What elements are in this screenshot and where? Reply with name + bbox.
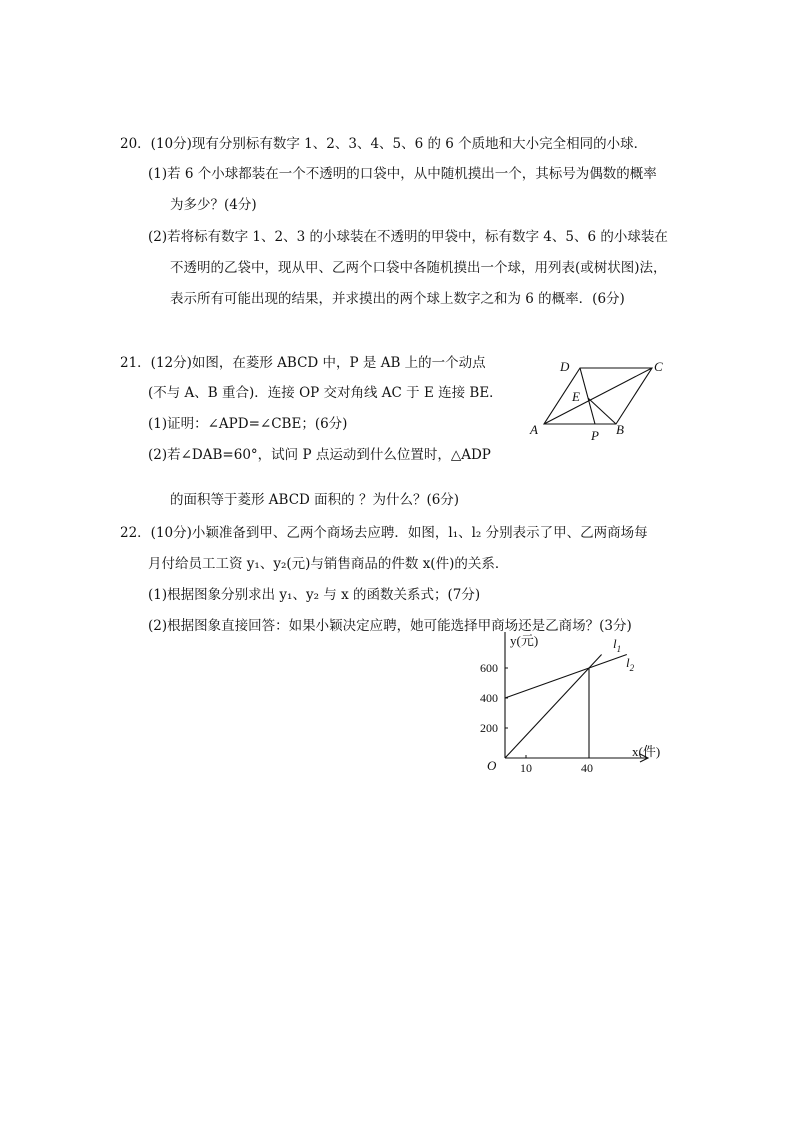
q21-part2-line2: 的面积等于菱形 ABCD 面积的 ？为什么？(6分) — [170, 492, 460, 508]
y-tick-label-400: 400 — [480, 691, 498, 705]
q22-part1: (1)根据图象分别求出 y₁、y₂ 与 x 的函数关系式；(7分) — [148, 587, 481, 603]
label-c: C — [654, 359, 663, 374]
rhombus-figure — [524, 354, 674, 444]
label-p: P — [591, 428, 599, 443]
q20-part1-line1: (1)若 6 个小球都装在一个不透明的口袋中，从中随机摸出一个，其标号为偶数的概率 — [148, 166, 657, 182]
q22-stem: 22．(10分)小颖准备到甲、乙两个商场去应聘．如图，l₁、l₂ 分别表示了甲、乙两商场每 — [120, 525, 648, 541]
line-l1-label: $l_1$ — [613, 636, 622, 654]
x-tick-label-10: 10 — [520, 761, 532, 775]
line-l2-sub: 2 — [629, 663, 635, 673]
q20-part2-line2: 不透明的乙袋中，现从甲、乙两个口袋中各随机摸出一个球，用列表(或树状图)法， — [170, 260, 667, 276]
segment-dp — [580, 368, 595, 424]
q22-line2: 月付给员工工资 y₁、y₂(元)与销售商品的件数 x(件)的关系． — [148, 556, 509, 572]
y-axis-label: y(元) — [510, 633, 539, 648]
q21-part1: (1)证明：∠APD=∠CBE；(6分) — [148, 416, 348, 432]
q21-stem: 21．(12分)如图，在菱形 ABCD 中，P 是 AB 上的一个动点 — [120, 355, 486, 371]
q20-part2-line3: 表示所有可能出现的结果，并求摸出的两个球上数字之和为 6 的概率．(6分) — [170, 291, 625, 307]
y-tick-label-200: 200 — [480, 721, 498, 735]
label-d: D — [560, 359, 570, 374]
diagonal-ac — [544, 368, 652, 424]
q22-part2: (2)根据图象直接回答：如果小颖决定应聘，她可能选择甲商场还是乙商场？(3分) — [148, 618, 632, 634]
segment-be — [588, 398, 616, 424]
series-l1-line — [505, 655, 602, 759]
y-tick-label-600: 600 — [480, 661, 498, 675]
q20-part1-line2: 为多少？(4分) — [170, 197, 257, 213]
q20-stem: 20．(10分)现有分别标有数字 1、2、3、4、5、6 的 6 个质地和大小完全相同的小球． — [120, 136, 648, 152]
x-axis-label: x(件) — [632, 744, 661, 759]
label-e: E — [572, 389, 580, 404]
line-l2-label: $l_2$ — [626, 655, 635, 673]
origin-label: O — [487, 758, 497, 773]
q20-part2-line1: (2)若将标有数字 1、2、3 的小球装在不透明的甲袋中，标有数字 4、5、6 的小球装在 — [148, 229, 668, 245]
series-l2-line — [505, 655, 627, 699]
label-a: A — [530, 422, 538, 437]
q21-part2-line1: (2)若∠DAB=60°，试问 P 点运动到什么位置时，△ADP — [148, 447, 491, 463]
line-l1-sub: 1 — [616, 644, 622, 654]
label-b: B — [616, 422, 624, 437]
x-tick-label-40: 40 — [581, 761, 593, 775]
q21-line2: (不与 A、B 重合)．连接 OP 交对角线 AC 于 E 连接 BE． — [148, 385, 503, 401]
function-graph — [480, 628, 680, 778]
